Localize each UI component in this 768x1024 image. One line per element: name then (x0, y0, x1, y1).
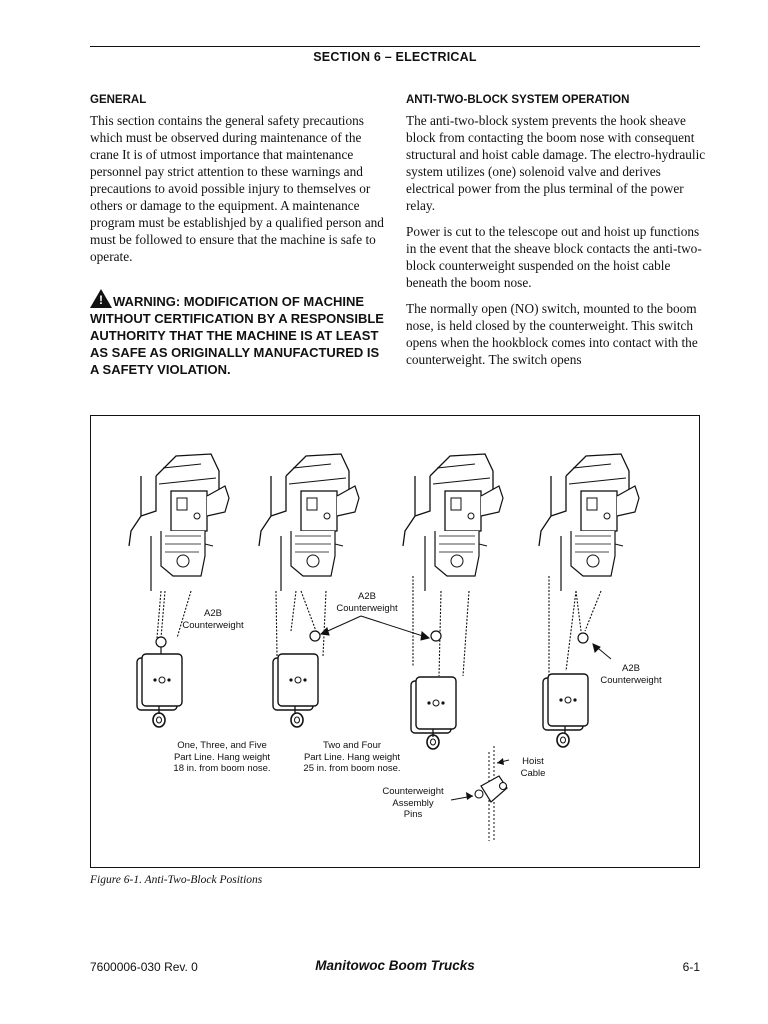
left-column (90, 94, 386, 378)
label-hoist-cable: Hoist Cable (520, 756, 546, 779)
figure-anti-two-block (90, 415, 700, 868)
label-counterweight-assembly-pins: Counterweight Assembly Pins (382, 786, 444, 820)
general-paragraph: This section contains the general safety precautions which must be observed during maintenance of the crane It is of utmost importance that maintenance personnel pay strict attention to these warnings and precautions to avoid possible injury to themselves or others or damage to the equipment. A maintenance program must be establishjed by a qualified person and must be followed to ensure that the machine is safe to operate. (90, 113, 384, 264)
boom-nose-unit-1 (129, 454, 229, 727)
label-a2b-counterweight-3: A2B Counterweight (600, 663, 662, 686)
figure-caption: Figure 6-1. Anti-Two-Block Positions (90, 874, 263, 886)
doc-number: 7600006-030 Rev. 0 (90, 960, 198, 974)
warning-text: WARNING: MODIFICATION OF MACHINE WITHOUT CERTIFICATION BY A RESPONSIBLE AUTHORITY THAT THE MACHINE IS AT LEAST AS SAFE AS ORIGINALLY MANUFACTURED IS A SAFETY VIOLATION. (90, 294, 384, 377)
general-heading: GENERAL (90, 94, 147, 106)
footer-title: Manitowoc Boom Trucks (315, 958, 475, 973)
section-title: SECTION 6 – ELECTRICAL (313, 50, 477, 64)
label-one-three-five-part-line: One, Three, and Five Part Line. Hang weight 18 in. from boom nose. (173, 740, 271, 774)
a2b-paragraph-2: Power is cut to the telescope out and hoist up functions in the event that the sheave block contacts the anti-two-block counterweight suspended on the hoist cable beneath the boom nose. (406, 224, 702, 290)
page-number: 6-1 (682, 960, 700, 974)
a2b-paragraph-1: The anti-two-block system prevents the hook sheave block from contacting the boom nose with consequent structural and hoist cable damage. The electro-hydraulic system utilizes (one) solenoid valve and derives electrical power from the plus terminal of the power relay. (406, 113, 706, 213)
label-two-four-part-line: Two and Four Part Line. Hang weight 25 in. from boom nose. (303, 740, 401, 774)
a2b-paragraph-3: The normally open (NO) switch, mounted to the boom nose, is held closed by the counterweight. This switch opens when the hookblock comes into contact with the counterweight. The switch opens (406, 301, 698, 367)
right-column (406, 94, 706, 377)
warning-block (90, 289, 386, 378)
label-a2b-counterweight-1: A2B Counterweight (182, 608, 244, 631)
boom-nose-unit-4 (539, 454, 639, 747)
header-rule (90, 46, 700, 47)
boom-nose-unit-3 (403, 454, 503, 749)
pin-detail (451, 746, 509, 841)
a2b-heading: ANTI-TWO-BLOCK SYSTEM OPERATION (406, 94, 630, 106)
warning-triangle-icon: ! (90, 289, 112, 308)
label-a2b-counterweight-2: A2B Counterweight (336, 591, 398, 614)
